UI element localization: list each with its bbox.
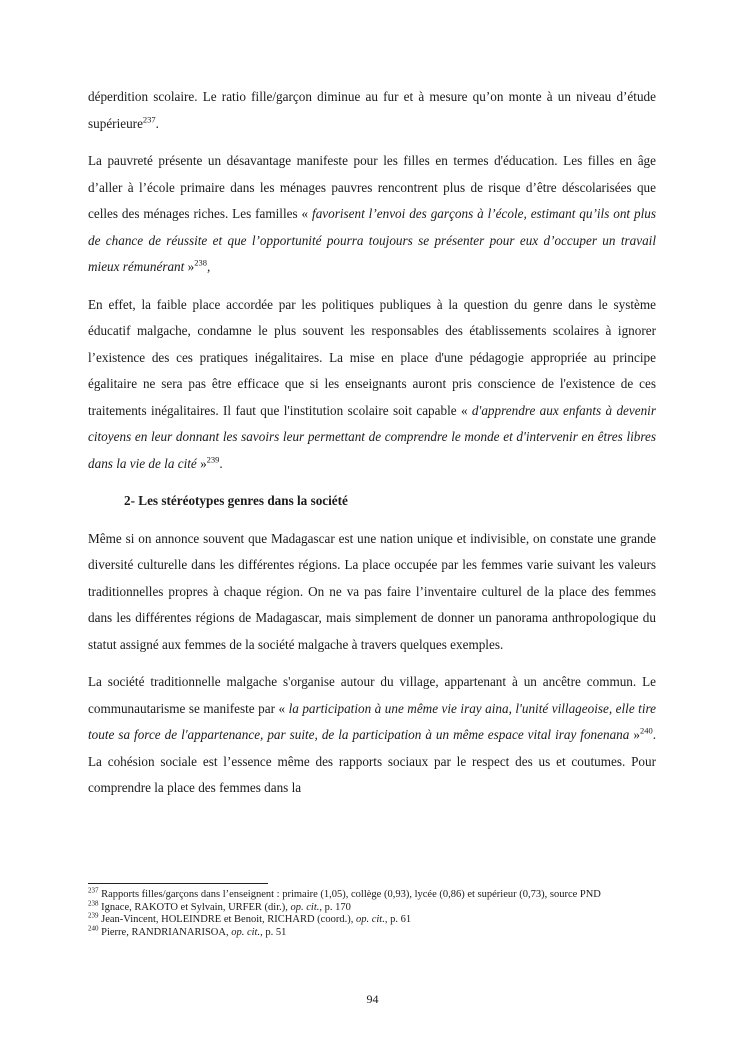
footnote-ref-238[interactable]: 238: [194, 257, 207, 268]
footnote-separator: [88, 883, 268, 884]
footnote-240: $^{240}$ Pierre, RANDRIANARISOA, op. cit., p. 51: [88, 924, 287, 938]
page-number: 94: [366, 992, 379, 1006]
quote: la participation à une même vie iray aina, l'unité villageoise, elle tire toute sa force de l'appartenance, par suite, de la participation à un même espace vital iray fonenana: [88, 700, 656, 742]
footnote-ref-240[interactable]: 240: [639, 725, 653, 736]
paragraph-1: déperdition scolaire. Le ratio fille/garçon diminue au fur et à mesure qu’on monte à un niveau d’étude supérieure$^{237}$.: [88, 89, 656, 131]
quote: favorisent l’envoi des garçons à l’école, estimant qu’ils ont plus de chance de réussite et que l’opportunité pourra toujours se présenter pour eux d’occuper un travail mieux rémunérant: [88, 206, 656, 274]
page-body: [88, 84, 656, 813]
section-heading: 2- Les stéréotypes genres dans la société: [124, 493, 348, 508]
paragraph-2: La pauvreté présente un désavantage manifeste pour les filles en termes d'éducation. Les filles en âge d’aller à l’école primaire dans les ménages pauvres rencontrent plus de risque d’être déscolarisées que celles des ménages riches. Les familles « favorisent l’envoi des garçons à l’école, estimant qu’ils ont plus de chance de réussite et que l’opportunité pourra toujours se présenter pour eux d’occuper un travail mieux rémunérant »$^{238}$,: [88, 153, 656, 274]
quote: d'apprendre aux enfants à devenir citoyens en leur donnant les savoirs leur permettant de comprendre le monde et d'intervenir en êtres libres dans la vie de la cité: [88, 402, 656, 471]
footnotes: [88, 886, 656, 939]
footnote-237: $^{237}$ Rapports filles/garçons dans l’enseignent : primaire (1,05), collège (0,93), lycée (0,86) et supérieur (0,73), source PND: [88, 886, 601, 900]
footnote-ref-239[interactable]: 239: [206, 454, 220, 465]
paragraph-3: En effet, la faible place accordée par les politiques publiques à la question du genre dans le système éducatif malgache, condamne le plus souvent les responsables des établissements scolaires à ignorer l’existence des ces pratiques inégalitaires. La mise en place d'une pédagogie appropriée au principe égalitaire ne sera pas être efficace que si les enseignants auront pris conscience de l'existence de ces traitements inégalitaires. Il faut que l'institution scolaire soit capable « d'apprendre aux enfants à devenir citoyens en leur donnant les savoirs leur permettant de comprendre le monde et d'intervenir en êtres libres dans la vie de la cité »$^{239}$.: [88, 296, 656, 471]
paragraph-4: Même si on annonce souvent que Madagascar est une nation unique et indivisible, on constate une grande diversité culturelle dans les différentes régions. La place occupée par les femmes varie suivant les valeurs traditionnelles propres à chaque région. On ne va pas faire l’inventaire culturel de la place des femmes dans les différentes régions de Madagascar, mais simplement de donner un panorama anthropologique du statut assigné aux femmes de la société malgache à travers quelques exemples.: [88, 530, 656, 652]
footnote-239: $^{239}$ Jean-Vincent, HOLEINDRE et Benoit, RICHARD (coord.), op. cit., p. 61: [88, 911, 412, 926]
paragraph-5: La société traditionnelle malgache s'organise autour du village, appartenant à un ancêtre commun. Le communautarisme se manifeste par « la participation à une même vie iray aina, l'unité villageoise, elle tire toute sa force de l'appartenance, par suite, de la participation à un même espace vital iray fonenana »$^{240}$. La cohésion sociale est l’essence même des rapports sociaux par le respect des us et coutumes. Pour comprendre la place des femmes dans la: [88, 674, 656, 795]
footnote-238: $^{238}$ Ignace, RAKOTO et Sylvain, URFER (dir.), op. cit., p. 170: [88, 899, 351, 913]
footnote-ref-237[interactable]: 237: [142, 114, 156, 125]
